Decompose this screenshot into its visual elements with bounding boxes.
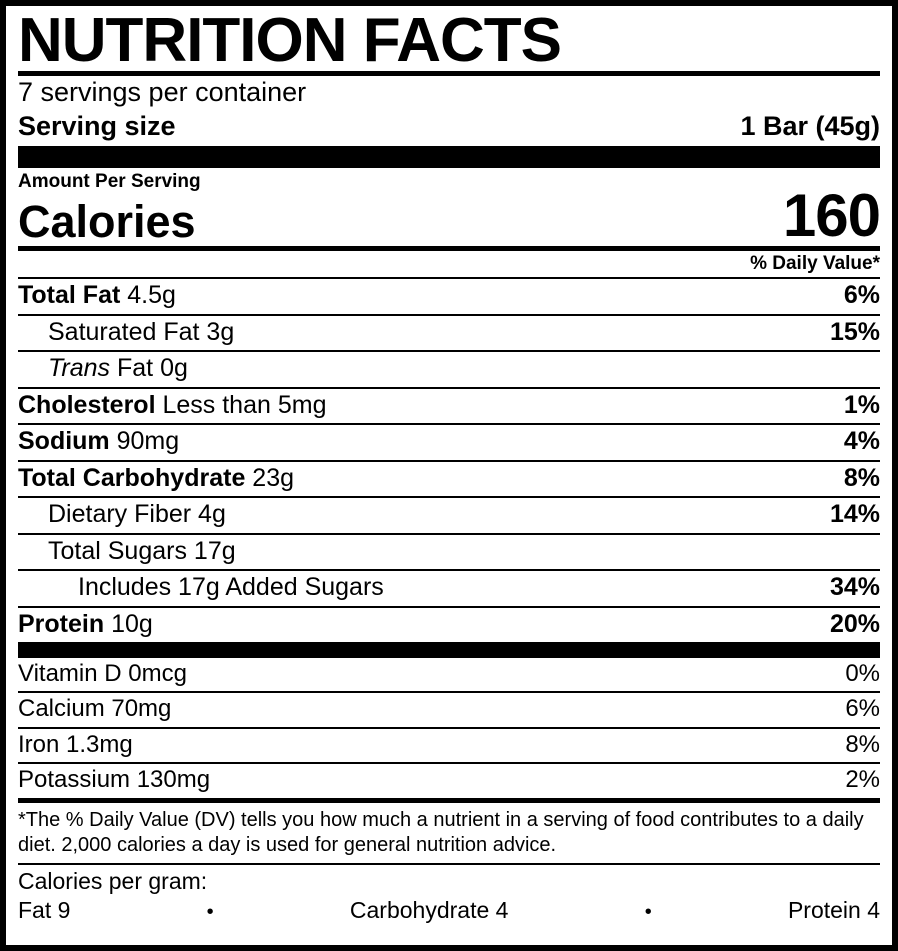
nutrient-daily-value: 1% [843, 390, 880, 419]
calories-per-gram-protein: Protein 4 [787, 896, 880, 923]
nutrient-list [18, 279, 880, 642]
serving-size-row [18, 110, 880, 146]
calories-label: Calories [18, 196, 196, 248]
nutrient-name: Protein 10g [18, 609, 153, 638]
vitamin-name: Calcium 70mg [18, 695, 172, 723]
nutrient-name: Sodium 90mg [18, 427, 180, 456]
vitamin-daily-value: 2% [845, 766, 880, 794]
bullet-separator-1: • [206, 900, 214, 923]
calories-per-gram-row [18, 896, 880, 924]
vitamin-daily-value: 8% [845, 730, 880, 758]
nutrient-name: Total Fat 4.5g [18, 281, 176, 310]
nutrient-name: Dietary Fiber 4g [48, 500, 226, 529]
nutrient-row [18, 535, 880, 570]
nutrient-daily-value: 15% [829, 317, 880, 346]
nutrient-row [18, 352, 880, 387]
vitamin-daily-value: 0% [845, 660, 880, 688]
nutrient-row [18, 462, 880, 497]
nutrient-name: Total Carbohydrate 23g [18, 463, 295, 492]
nutrient-daily-value: 6% [843, 281, 880, 310]
nutrient-daily-value: 20% [829, 609, 880, 638]
nutrient-name: Cholesterol Less than 5mg [18, 390, 327, 419]
nutrient-name-bold: Total Fat [18, 281, 121, 310]
nutrient-name: Saturated Fat 3g [48, 317, 235, 346]
nutrient-row [18, 389, 880, 424]
calories-per-gram-carbohydrate: Carbohydrate 4 [349, 896, 509, 923]
divider-thick [18, 146, 880, 168]
nutrient-daily-value: 4% [843, 427, 880, 456]
nutrient-daily-value: 8% [843, 463, 880, 492]
serving-size-label: Serving size [18, 111, 176, 142]
nutrient-name: Trans Fat 0g [48, 354, 188, 383]
vitamin-row [18, 658, 880, 691]
serving-size-value: 1 Bar (45g) [740, 111, 880, 142]
nutrient-daily-value: 14% [829, 500, 880, 529]
nutrient-name-bold: Total Carbohydrate [18, 463, 246, 492]
nutrient-row [18, 279, 880, 314]
nutrient-row [18, 425, 880, 460]
amount-per-serving-label: Amount Per Serving [18, 171, 201, 193]
divider-thick [18, 642, 880, 658]
nutrient-row [18, 498, 880, 533]
bullet-separator-2: • [644, 900, 652, 923]
calories-value: 160 [782, 182, 880, 250]
nutrient-name-italic: Trans [48, 354, 111, 383]
vitamin-row [18, 729, 880, 762]
calories-per-gram-title: Calories per gram: [18, 867, 208, 894]
nutrient-name-bold: Protein [18, 609, 105, 638]
vitamin-list [18, 658, 880, 798]
vitamin-daily-value: 6% [845, 695, 880, 723]
servings-per-container: 7 servings per container [18, 77, 307, 108]
vitamin-name: Iron 1.3mg [18, 730, 133, 758]
nutrient-daily-value: 34% [829, 573, 880, 602]
page-title: NUTRITION FACTS [18, 6, 561, 75]
vitamin-name: Potassium 130mg [18, 766, 211, 794]
nutrient-name-bold: Sodium [18, 427, 110, 456]
daily-value-header: % Daily Value* [750, 253, 880, 275]
vitamin-name: Vitamin D 0mcg [18, 660, 187, 688]
nutrient-row [18, 571, 880, 606]
nutrient-row [18, 316, 880, 351]
nutrient-name: Includes 17g Added Sugars [78, 573, 384, 602]
calories-per-gram-fat: Fat 9 [18, 896, 71, 923]
footnote: *The % Daily Value (DV) tells you how much a nutrient in a serving of food contributes to a daily diet. 2,000 calories a day is used for general nutrition advice. [18, 808, 864, 856]
vitamin-row [18, 764, 880, 797]
nutrient-name: Total Sugars 17g [48, 536, 236, 565]
vitamin-row [18, 693, 880, 726]
nutrient-row [18, 608, 880, 643]
nutrient-name-bold: Cholesterol [18, 390, 156, 419]
